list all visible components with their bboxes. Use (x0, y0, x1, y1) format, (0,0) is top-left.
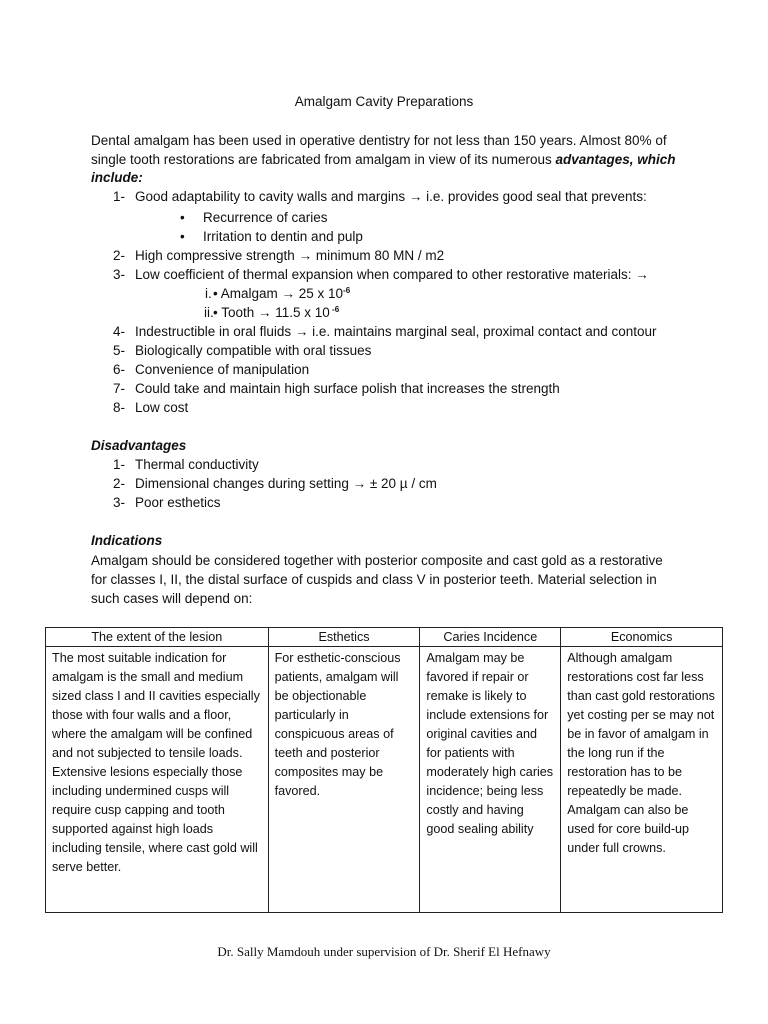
advantage-text: Good adaptability to cavity walls and margins → i.e. provides good seal that prevents: (135, 189, 647, 204)
table-cell-caries: Amalgam may be favored if repair or remake is likely to include extensions for original cavities and for patients with moderately high caries incidence; being less costly and having good sealing ability (420, 647, 561, 913)
advantage-num: 6- (113, 362, 126, 377)
disadvantage-item-1 (113, 457, 259, 472)
disadvantage-item-2 (113, 476, 437, 491)
expansion-text: • Tooth → 11.5 x 10 (213, 305, 330, 320)
table-cell-economics: Although amalgam restorations cost far less than cast gold restorations yet costing per se may not be in favor of amalgam in the long run if the restoration has to be repeatedly be made. Amalgam can also be used for core build-up under full crowns. (561, 647, 723, 913)
expansion-item-2 (204, 305, 340, 320)
expansion-text: • Amalgam → 25 x 10 (213, 286, 344, 301)
disadvantage-num: 3- (113, 495, 126, 510)
seal-bullet-2 (180, 229, 363, 244)
expansion-exponent: -6 (343, 286, 351, 295)
table-header-row (46, 628, 723, 647)
bullet-icon: • (180, 210, 185, 225)
advantage-item-7 (113, 381, 560, 396)
disadvantage-text: Poor esthetics (135, 495, 221, 510)
advantage-item-5 (113, 343, 372, 358)
seal-bullet-text: Recurrence of caries (203, 210, 328, 225)
advantage-item-8 (113, 400, 189, 415)
advantage-num: 8- (113, 400, 126, 415)
advantage-text: Could take and maintain high surface polish that increases the strength (135, 381, 560, 396)
bullet-icon: • (180, 229, 185, 244)
expansion-item-1 (205, 286, 351, 301)
indications-heading: Indications (91, 533, 163, 548)
advantage-text: Low coefficient of thermal expansion when compared to other restorative materials: → (135, 267, 649, 282)
comparison-table (45, 627, 723, 913)
expansion-text-wrap (213, 305, 339, 320)
intro-text: Dental amalgam has been used in operative dentistry for not less than 150 years. Almost 80% of single tooth restorations are fabricated from amalgam in view of its numerous (91, 133, 667, 167)
advantage-num: 2- (113, 248, 126, 263)
seal-bullet-text: Irritation to dentin and pulp (203, 229, 363, 244)
document-title: Amalgam Cavity Preparations (294, 94, 474, 109)
roman-numeral: i. (205, 286, 212, 301)
table-header-cell: The extent of the lesion (46, 628, 269, 647)
document-footer: Dr. Sally Mamdouh under supervision of Dr. Sherif El Hefnawy (217, 944, 551, 959)
advantage-item-6 (113, 362, 310, 377)
advantage-num: 7- (113, 381, 126, 396)
advantage-item-3 (113, 267, 649, 282)
advantage-num: 3- (113, 267, 126, 282)
advantage-text: Indestructible in oral fluids → i.e. maintains marginal seal, proximal contact and contour (135, 324, 657, 339)
intro-emphasis: advantages, which include: (91, 151, 676, 185)
disadvantage-text: Dimensional changes during setting → ± 20 µ / cm (135, 476, 437, 491)
advantage-text: High compressive strength → minimum 80 MN / m2 (135, 248, 445, 263)
advantage-text: Convenience of manipulation (135, 362, 310, 377)
table-header-cell: Caries Incidence (420, 628, 561, 647)
seal-bullet-1 (180, 210, 328, 225)
advantage-num: 1- (113, 189, 126, 204)
expansion-text-wrap (213, 286, 350, 301)
expansion-exponent: -6 (329, 305, 340, 314)
table-header-cell: Esthetics (268, 628, 420, 647)
table-cell-extent: The most suitable indication for amalgam is the small and medium sized class I and II cavities especially those with four walls and a floor, where the amalgam will be confined and not subjected to tensile loads. Extensive lesions especially those including undermined cusps will require cusp capping and tooth supported against high loads including tensile, where cast gold will serve better. (46, 647, 269, 913)
intro-paragraph (91, 132, 691, 188)
disadvantage-text: Thermal conductivity (135, 457, 259, 472)
indications-paragraph: Amalgam should be considered together with posterior composite and cast gold as a restorative for classes I, II, the distal surface of cuspids and class V in posterior teeth. Material selection in such cases will depend on: (91, 553, 663, 606)
disadvantages-heading: Disadvantages (91, 438, 187, 453)
advantage-item-4 (113, 324, 657, 339)
advantage-text: Biologically compatible with oral tissues (135, 343, 372, 358)
advantage-item-2 (113, 248, 445, 263)
disadvantage-item-3 (113, 495, 221, 510)
advantage-item-1 (113, 189, 647, 204)
roman-numeral: ii. (204, 305, 214, 320)
table-cell-esthetics: For esthetic-conscious patients, amalgam will be objectionable particularly in conspicuous areas of teeth and posterior composites may be favored. (268, 647, 420, 913)
advantage-num: 5- (113, 343, 126, 358)
disadvantage-num: 1- (113, 457, 126, 472)
table-row (46, 647, 723, 913)
advantage-num: 4- (113, 324, 126, 339)
table-header-cell: Economics (561, 628, 723, 647)
advantage-text: Low cost (135, 400, 189, 415)
disadvantage-num: 2- (113, 476, 126, 491)
